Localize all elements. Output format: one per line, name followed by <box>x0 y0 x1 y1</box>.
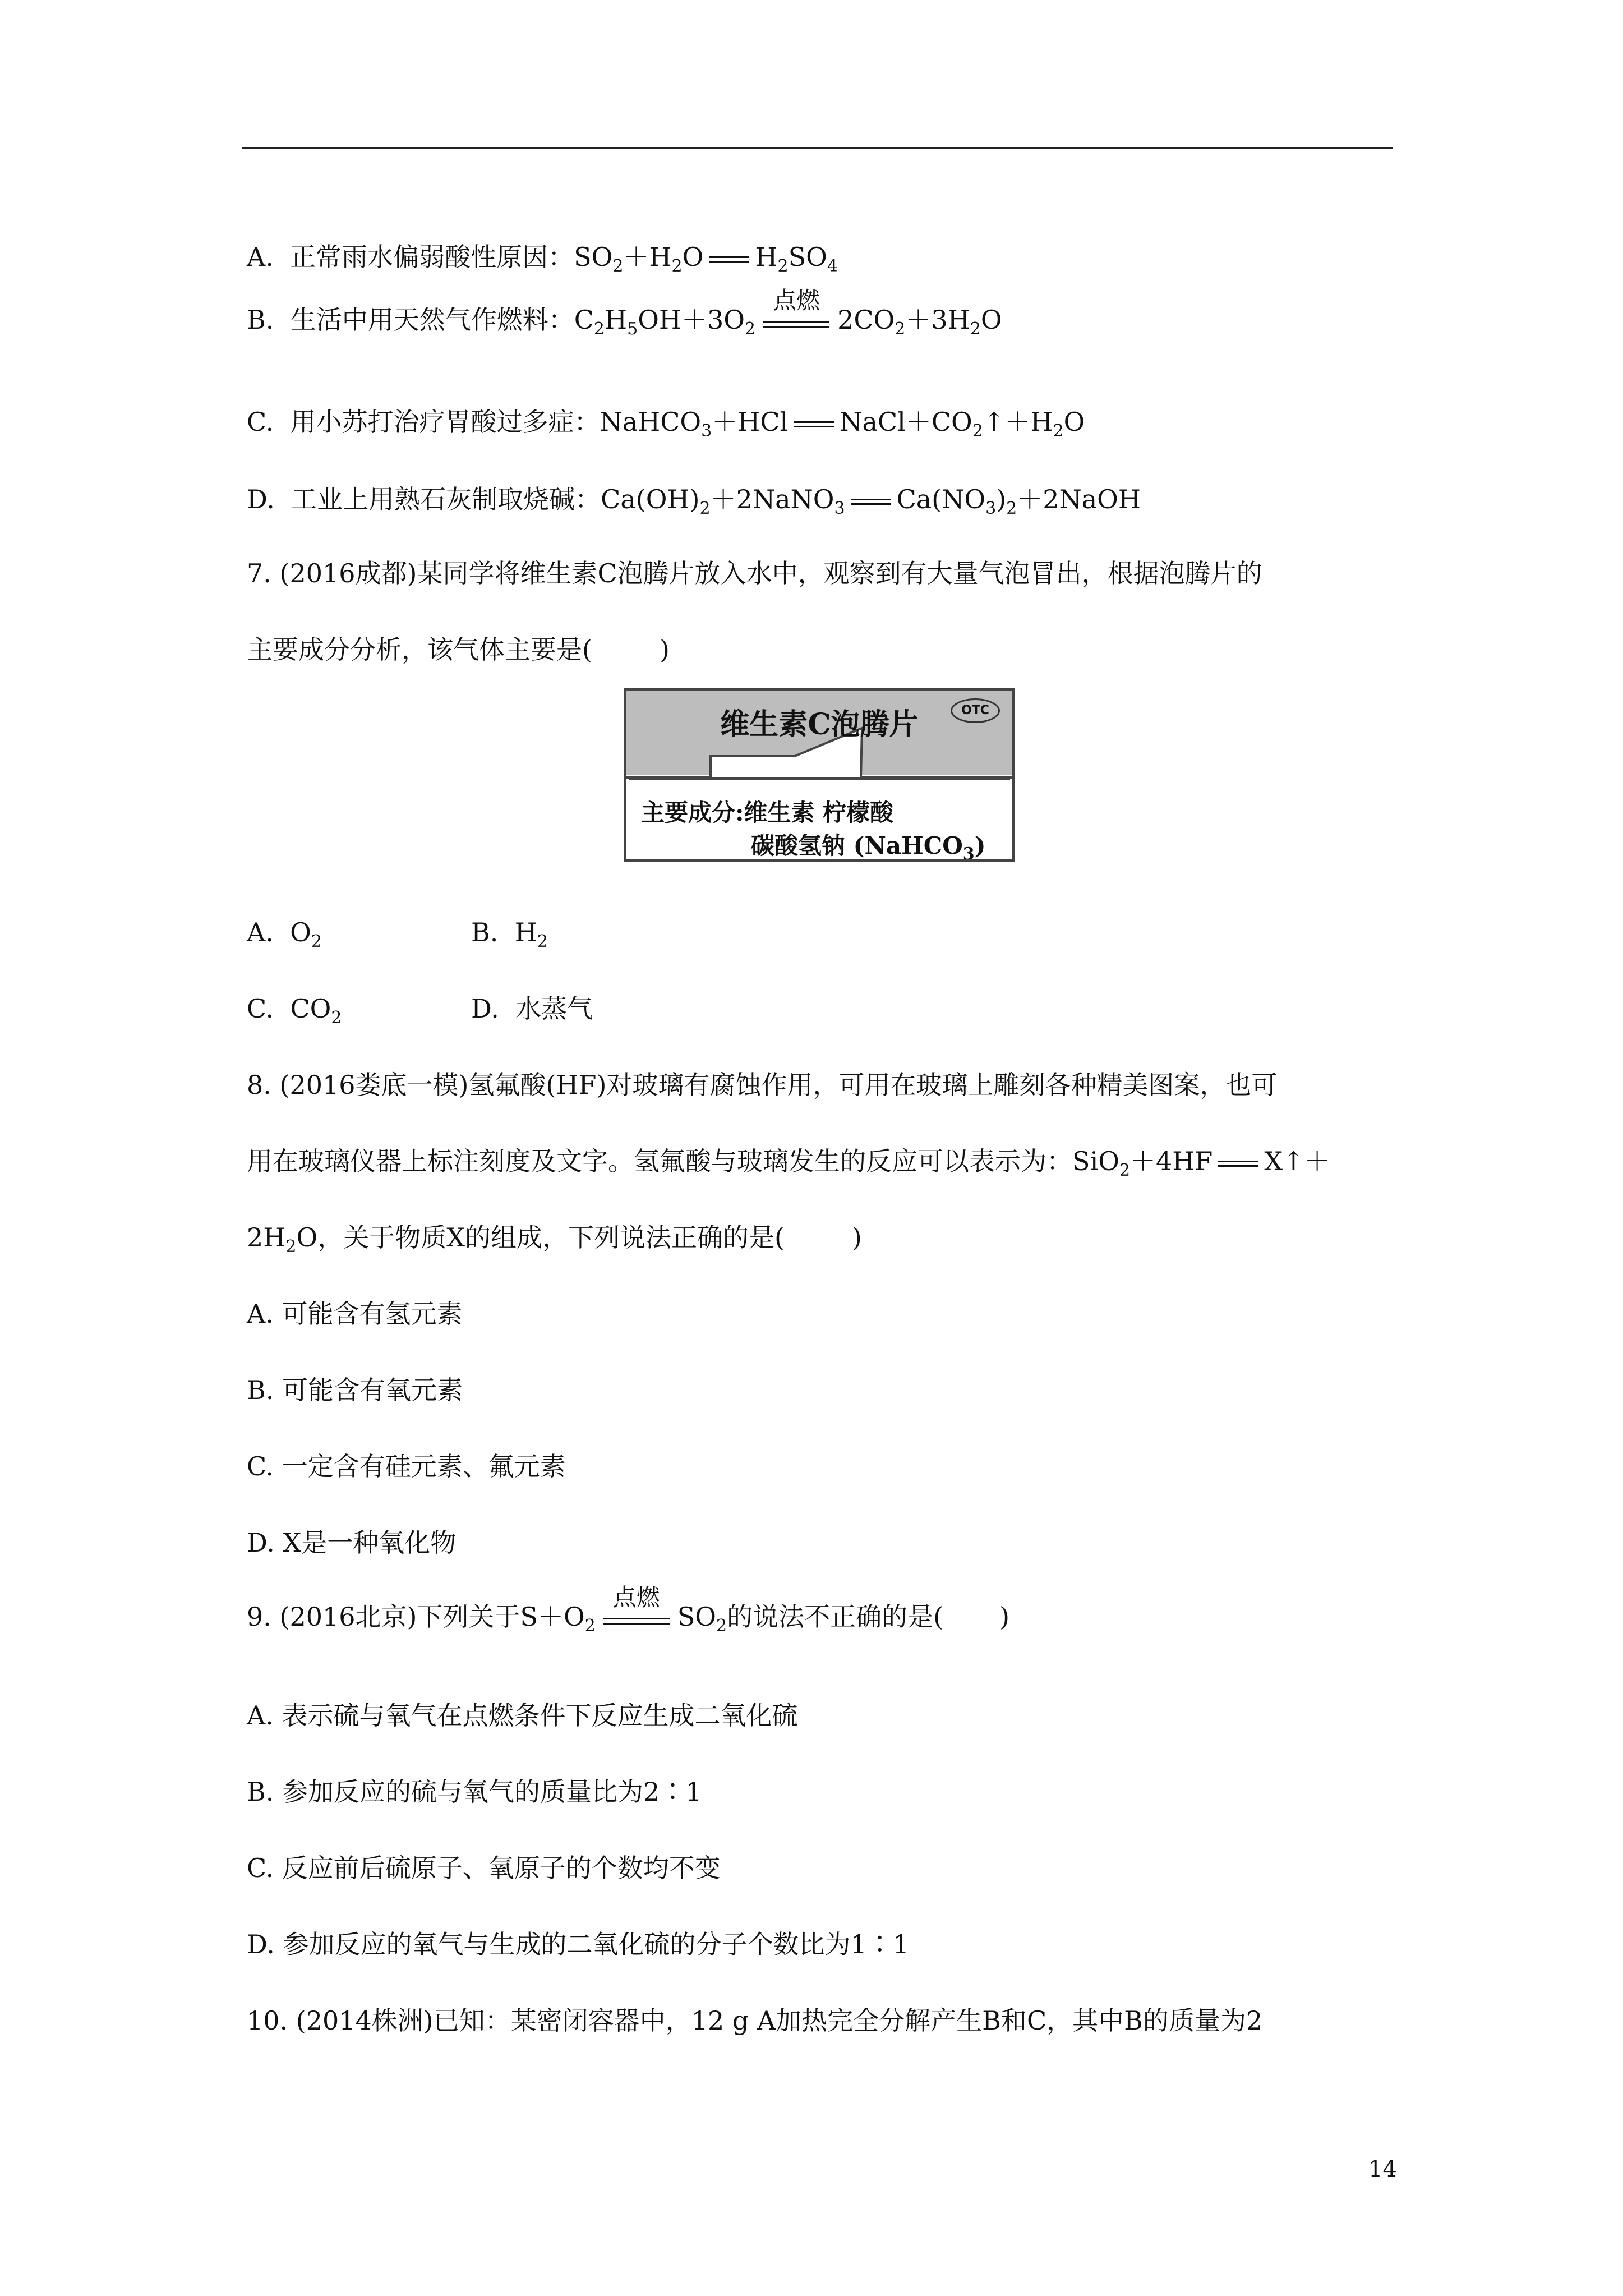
q9-stem: 9. (2016北京)下列关于$S+O_2$ 点燃 $SO_2$的说法不正确的是( ) <box>247 1584 1010 1636</box>
header-rule <box>242 147 1393 149</box>
q7-stem-line1: 7. (2016成都)某同学将维生素C泡腾片放入水中，观察到有大量气泡冒出，根据泡腾片的 <box>247 558 1262 588</box>
reaction-condition: 点燃 <box>603 1608 670 1630</box>
q7-stem-line2: 主要成分分析，该气体主要是( ) <box>247 634 670 665</box>
reaction-condition: 点燃 <box>763 311 829 333</box>
equals-sign <box>1218 1158 1258 1169</box>
q6-option-a: A. 正常雨水偏弱酸性原因：$SO_2+H_2O$ $H_2SO_4$ <box>247 242 838 276</box>
label-ingredients-line1: 主要成分:维生素 柠檬酸 <box>641 799 894 826</box>
q8-option-d: D. X是一种氧化物 <box>247 1527 457 1558</box>
vitamin-c-tablet-label-figure <box>624 688 1015 862</box>
q7-option-c: C. $CO_2$ <box>247 993 342 1028</box>
q6-option-d: D. 工业上用熟石灰制取烧碱：$Ca(OH)_2+2NaNO_3$ $Ca(NO_3)_2+2NaOH$ <box>247 484 1141 518</box>
page-number: 14 <box>1368 2156 1397 2182</box>
q7-option-d: D. 水蒸气 <box>471 993 593 1024</box>
otc-badge: OTC <box>951 698 1000 723</box>
q10-stem-line1: 10. (2014株洲)已知：某密闭容器中，12 g A加热完全分解产生B和C，其中B的质量为2 <box>247 2005 1263 2036</box>
q9-option-d: D. 参加反应的氧气与生成的二氧化硫的分子个数比为1∶1 <box>247 1929 910 1959</box>
q8-option-b: B. 可能含有氧元素 <box>247 1375 463 1405</box>
q9-option-b: B. 参加反应的硫与氧气的质量比为2∶1 <box>247 1777 702 1807</box>
equals-sign <box>709 254 749 265</box>
q9-option-a: A. 表示硫与氧气在点燃条件下反应生成二氧化硫 <box>247 1700 798 1731</box>
q6-option-c: C. 用小苏打治疗胃酸过多症：NaHCO$_3$＋HCl $NaCl+CO_2↑+H_2O$ <box>247 407 1085 441</box>
equals-sign <box>851 496 891 507</box>
q8-option-a: A. 可能含有氢元素 <box>247 1299 463 1329</box>
q8-stem-line3: $2H_2O$，关于物质X的组成，下列说法正确的是( ) <box>247 1222 862 1257</box>
q6-option-b: B. 生活中用天然气作燃料：$C_2H_5OH+3O_2$ 点燃 $2CO_2+3H_2O$ <box>247 287 1002 339</box>
label-title: 维生素C泡腾片 <box>720 707 919 742</box>
q8-stem-line2: 用在玻璃仪器上标注刻度及文字。氢氟酸与玻璃发生的反应可以表示为：SiO$_2$＋4HF X↑＋ <box>247 1146 1330 1180</box>
q7-option-a: A. $O_2$ <box>247 917 322 951</box>
label-ingredients-line2: 碳酸氢钠 (NaHCO$_3$) <box>751 832 986 862</box>
q9-option-c: C. 反应前后硫原子、氧原子的个数均不变 <box>247 1853 721 1883</box>
q8-option-c: C. 一定含有硅元素、氟元素 <box>247 1451 566 1481</box>
equals-sign <box>794 418 834 430</box>
q7-option-b: B. $H_2$ <box>471 917 548 951</box>
q8-stem-line1: 8. (2016娄底一模)氢氟酸(HF)对玻璃有腐蚀作用，可用在玻璃上雕刻各种精美图案，也可 <box>247 1070 1278 1100</box>
